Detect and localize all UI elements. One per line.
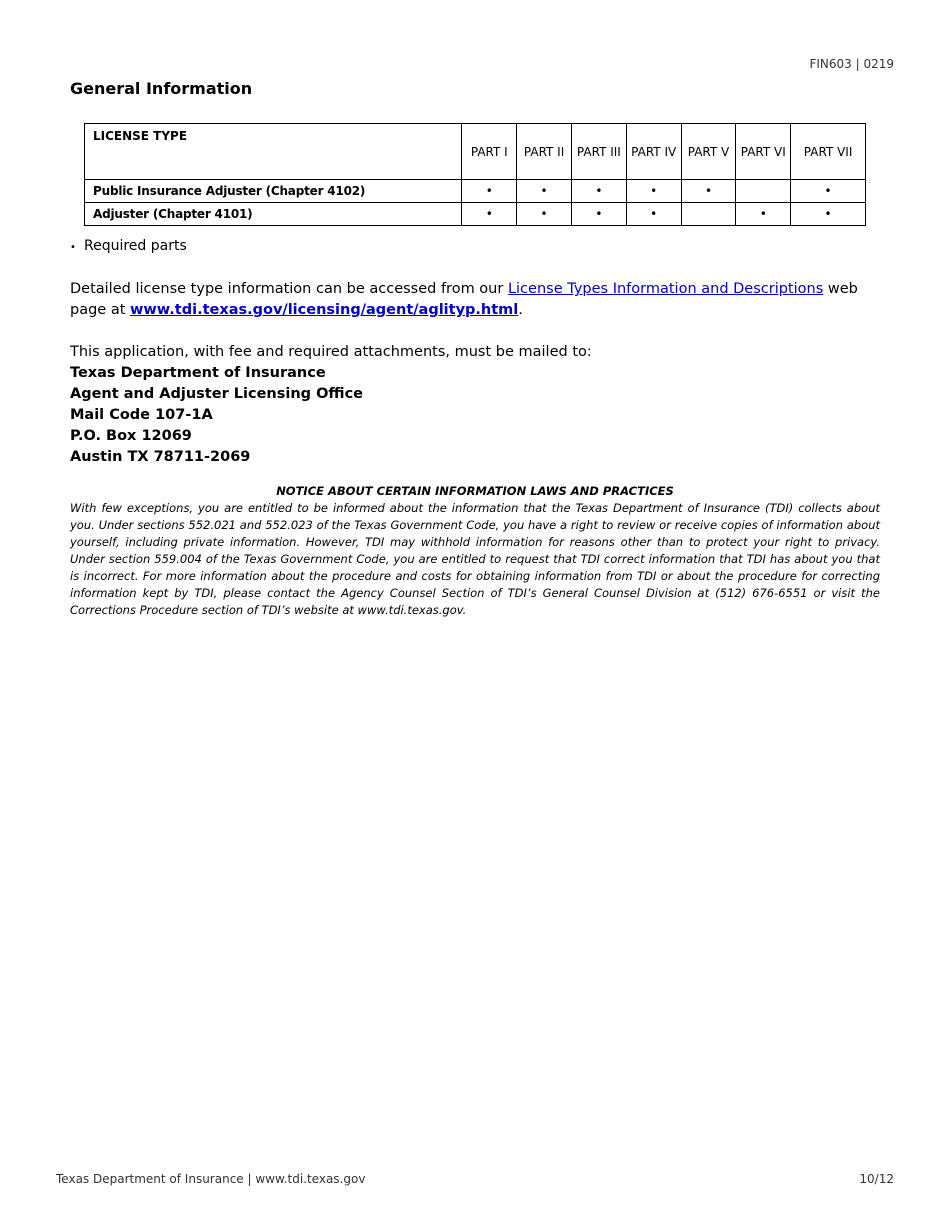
license-type-header: LICENSE TYPE: [85, 124, 462, 180]
required-mark: •: [517, 180, 572, 203]
required-mark: •: [791, 180, 866, 203]
form-id: FIN603 | 0219: [809, 57, 894, 71]
address-line: Austin TX 78711-2069: [70, 449, 251, 465]
section-title: General Information: [70, 79, 253, 98]
mailing-intro: This application, with fee and required attachments, must be mailed to:: [70, 344, 592, 360]
required-mark: •: [626, 180, 681, 203]
required-mark: •: [736, 203, 791, 226]
part-header: PART VI: [736, 124, 791, 180]
mailing-address: [70, 342, 592, 468]
legend-text: Required parts: [84, 238, 187, 254]
required-mark: •: [571, 180, 626, 203]
license-types-url-link[interactable]: www.tdi.texas.gov/licensing/agent/aglityp.html: [130, 302, 519, 318]
required-mark: •: [681, 180, 736, 203]
license-types-link[interactable]: License Types Information and Descriptions: [507, 281, 824, 297]
info-text-after: .: [518, 302, 523, 318]
required-mark: [736, 180, 791, 203]
required-mark: •: [626, 203, 681, 226]
table-row: [85, 203, 866, 226]
part-header: PART I: [462, 124, 517, 180]
part-header: PART III: [571, 124, 626, 180]
table-row: [85, 180, 866, 203]
footer-text: Texas Department of Insurance | www.tdi.texas.gov: [56, 1172, 366, 1186]
legend: [70, 238, 187, 254]
address-line: Texas Department of Insurance: [70, 365, 326, 381]
license-type-table: [84, 123, 866, 226]
required-mark: [681, 203, 736, 226]
bullet-icon: •: [70, 242, 76, 253]
part-header: PART V: [681, 124, 736, 180]
required-mark: •: [462, 180, 517, 203]
info-paragraph: [70, 279, 882, 321]
info-text-middle: web page at: [70, 281, 858, 318]
notice-body: With few exceptions, you are entitled to be informed about the information that the Texas Department of Insurance (TDI) collects about you. Under sections 552.021 and 552.023 of the Texas Government Code, you have a right to review or receive copies of information about yourself, including private information. However, TDI may withhold information for reasons other than to protect your right to privacy. Under section 559.004 of the Texas Government Code, you are entitled to request that TDI correct information that TDI has about you that is incorrect. For more information about the procedure and costs for obtaining information from TDI or about the procedure for correcting information kept by TDI, please contact the Agency Counsel Section of TDI’s General Counsel Division at (512) 676-6551 or visit the Corrections Procedure section of TDI’s website at www.tdi.texas.gov.: [70, 501, 880, 617]
address-line: Mail Code 107-1A: [70, 407, 213, 423]
page-number: 10/12: [859, 1172, 894, 1186]
license-type-cell: Public Insurance Adjuster (Chapter 4102): [85, 180, 462, 203]
required-mark: •: [517, 203, 572, 226]
address-line: Agent and Adjuster Licensing Office: [70, 386, 364, 402]
required-mark: •: [791, 203, 866, 226]
part-header: PART IV: [626, 124, 681, 180]
info-text-before: Detailed license type information can be accessed from our: [70, 281, 508, 297]
notice-title: NOTICE ABOUT CERTAIN INFORMATION LAWS AND PRACTICES: [276, 484, 674, 498]
address-line: P.O. Box 12069: [70, 428, 192, 444]
required-mark: •: [571, 203, 626, 226]
required-mark: •: [462, 203, 517, 226]
part-header: PART II: [517, 124, 572, 180]
license-type-cell: Adjuster (Chapter 4101): [85, 203, 462, 226]
part-header: PART VII: [791, 124, 866, 180]
table-header-row: [85, 124, 866, 180]
